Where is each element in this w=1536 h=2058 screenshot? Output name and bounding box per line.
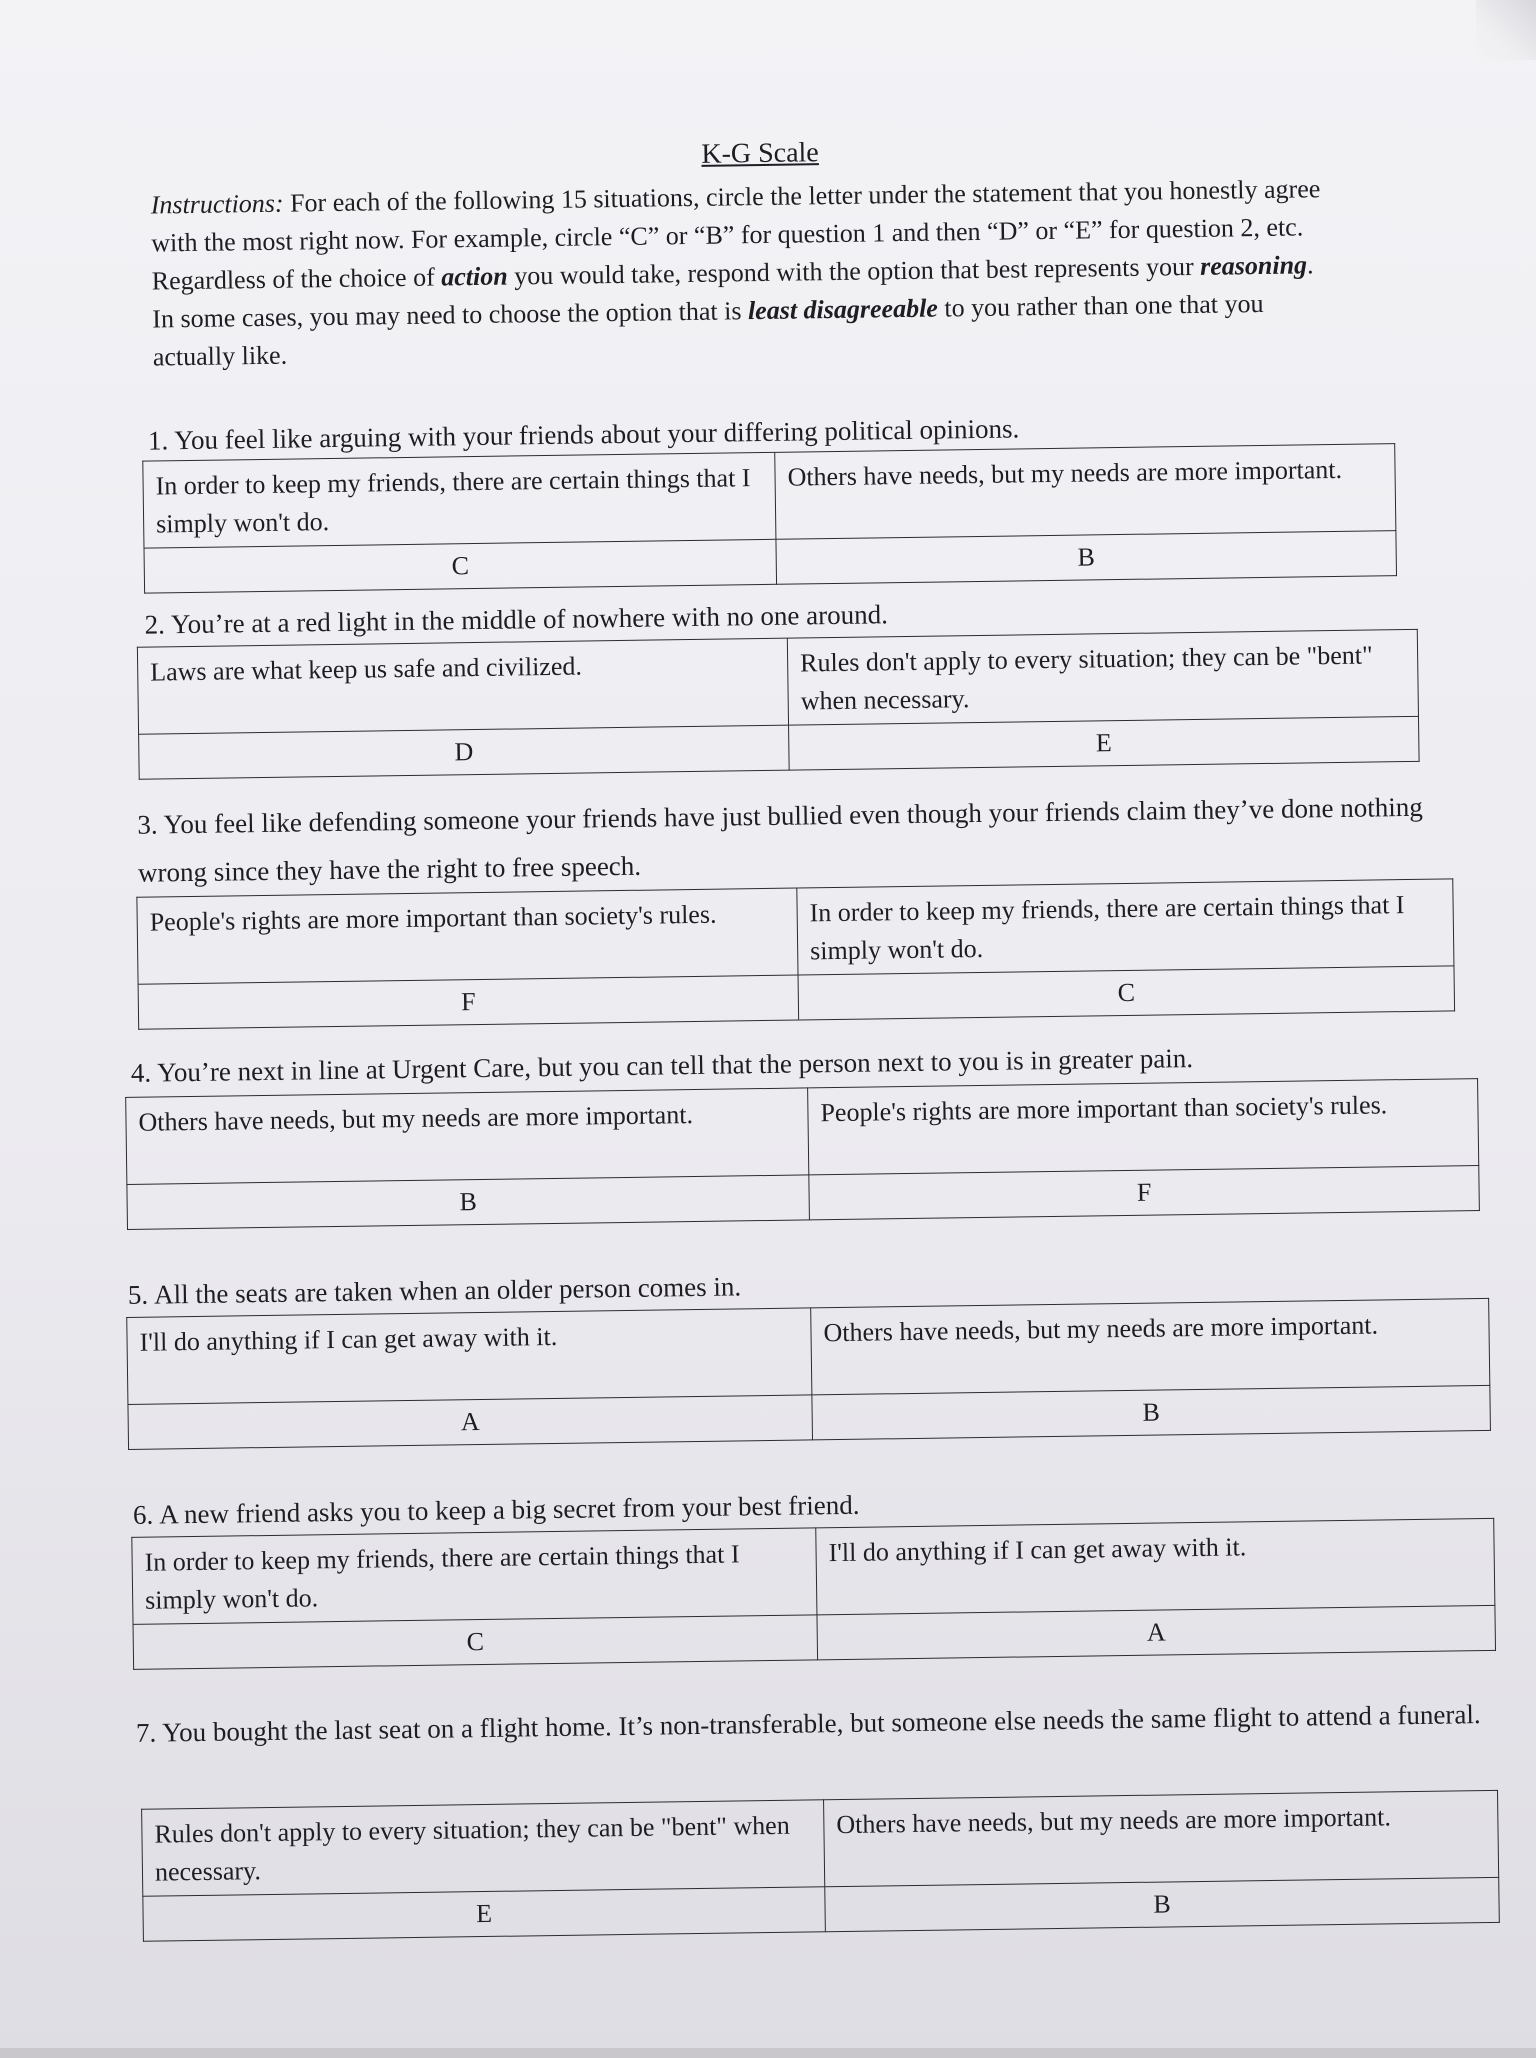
question-number: 1.: [147, 425, 169, 456]
option-letter-f[interactable]: F: [138, 975, 799, 1029]
question-2-options: [137, 629, 1420, 780]
question-7: [136, 1690, 1487, 1757]
option-letter-b[interactable]: B: [776, 531, 1397, 585]
question-number: 4.: [130, 1057, 152, 1088]
option-statement-left: In order to keep my friends, there are certain things that I simply won't do.: [132, 1528, 817, 1625]
question-number: 2.: [144, 609, 166, 640]
option-letter-a[interactable]: A: [128, 1395, 813, 1450]
instructions-action: action: [441, 261, 508, 292]
question-text: All the seats are taken when an older person comes in.: [153, 1271, 742, 1310]
option-statement-left: I'll do anything if I can get away with it.: [127, 1308, 812, 1405]
option-statement-right: I'll do anything if I can get away with it.: [816, 1518, 1495, 1614]
option-letter-e[interactable]: E: [789, 716, 1420, 770]
instructions-text-2: you would take, respond with the option that best represents your: [507, 251, 1201, 291]
option-letter-b[interactable]: B: [127, 1175, 810, 1230]
option-letter-e[interactable]: E: [143, 1887, 826, 1942]
option-statement-right: Others have needs, but my needs are more important.: [824, 1790, 1499, 1886]
question-7-options: [141, 1790, 1500, 1942]
question-number: 7.: [135, 1717, 157, 1748]
question-text: You bought the last seat on a flight home. It’s non-transferable, but someone else needs the same flight to attend a funeral.: [162, 1699, 1481, 1748]
option-statement-right: Others have needs, but my needs are more important.: [775, 444, 1396, 540]
question-6-options: [131, 1518, 1496, 1670]
option-letter-f[interactable]: F: [809, 1166, 1480, 1220]
instructions-paragraph: [150, 170, 1343, 377]
question-text: You’re at a red light in the middle of nowhere with no one around.: [170, 599, 889, 640]
option-statement-left: Others have needs, but my needs are more important.: [126, 1088, 809, 1185]
option-letter-b[interactable]: B: [825, 1877, 1500, 1931]
page-title: K-G Scale: [701, 137, 819, 170]
option-letter-c[interactable]: C: [798, 966, 1455, 1020]
option-statement-right: In order to keep my friends, there are certain things that I simply won't do.: [797, 879, 1454, 975]
question-3-options: [136, 878, 1455, 1029]
option-statement-left: People's rights are more important than society's rules.: [137, 888, 798, 984]
option-letter-c[interactable]: C: [144, 539, 777, 593]
option-letter-c[interactable]: C: [133, 1615, 818, 1670]
option-statement-left: Rules don't apply to every situation; they can be "bent" when necessary.: [142, 1800, 825, 1897]
question-4-options: [125, 1078, 1480, 1230]
option-letter-a[interactable]: A: [817, 1605, 1496, 1659]
option-statement-left: In order to keep my friends, there are certain things that I simply won't do.: [143, 452, 776, 548]
instructions-text-1: For each of the following 15 situations, circle the letter under the statement that you honestly agree with the most right now. For example, circle “C” or “B” for question 1 and then “D” or “E” for question 2, etc. Regardless of the choice of: [151, 174, 1321, 296]
question-number: 3.: [137, 809, 158, 840]
question-text: A new friend asks you to keep a big secret from your best friend.: [159, 1489, 860, 1530]
option-letter-b[interactable]: B: [812, 1385, 1491, 1439]
instructions-reasoning: reasoning: [1199, 250, 1308, 281]
question-number: 5.: [127, 1279, 149, 1310]
option-statement-right: Rules don't apply to every situation; they can be "bent" when necessary.: [787, 629, 1418, 725]
question-1-options: [142, 443, 1397, 593]
question-text: You feel like arguing with your friends about your differing political opinions.: [174, 413, 1020, 456]
option-statement-left: Laws are what keep us safe and civilized.: [137, 638, 788, 734]
option-statement-right: People's rights are more important than society's rules.: [808, 1079, 1479, 1175]
question-text: You feel like defending someone your friends have just bullied even though your friends claim they’ve done nothing wrong since they have the right to free speech.: [137, 791, 1423, 888]
question-number: 6.: [132, 1499, 154, 1530]
option-statement-right: Others have needs, but my needs are more important.: [811, 1298, 1490, 1394]
instructions-label: Instructions:: [150, 188, 284, 220]
question-3: [137, 783, 1438, 897]
option-letter-d[interactable]: D: [139, 725, 790, 779]
question-text: You’re next in line at Urgent Care, but you can tell that the person next to you is in greater pain.: [156, 1043, 1194, 1088]
instructions-text-3: . In some cases, you may need to choose the option that is: [152, 250, 1314, 334]
instructions-least-disagreeable: least disagreeable: [747, 293, 939, 326]
instructions-text-4: to you rather than one that you actually like.: [152, 288, 1264, 372]
question-5-options: [126, 1298, 1491, 1450]
